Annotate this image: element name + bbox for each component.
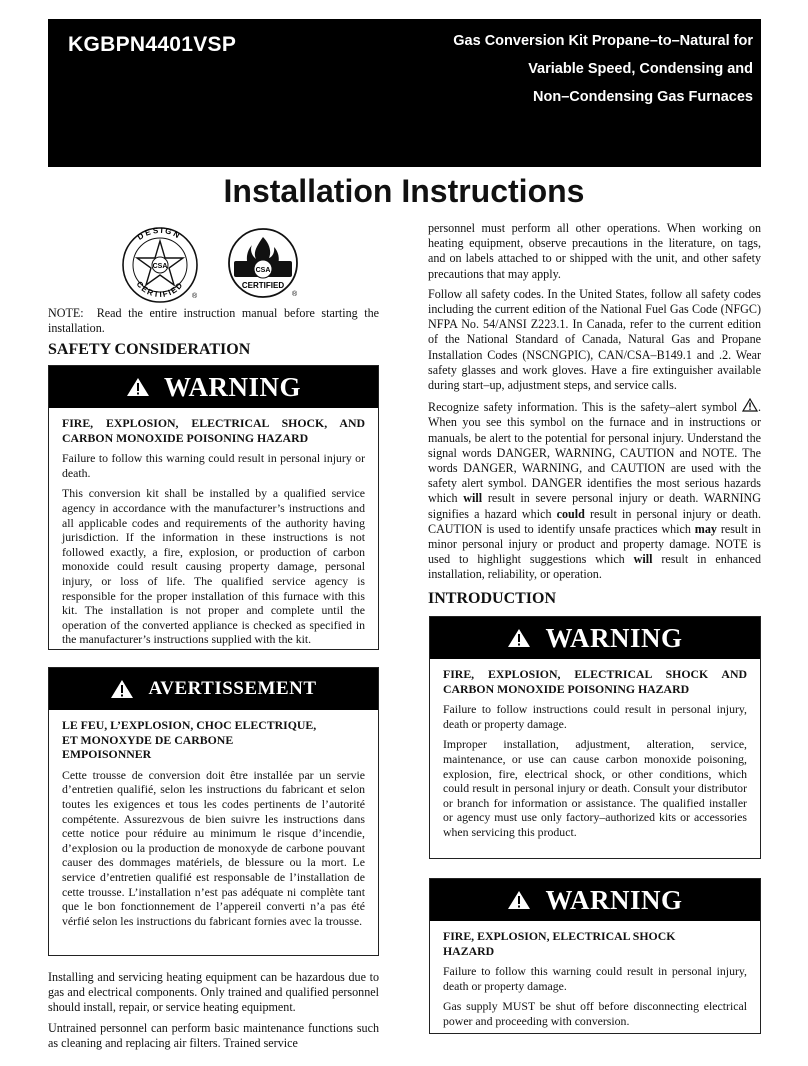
text-run: result in personal injury or death. CAUTION is used to identify unsafe practices which — [428, 506, 761, 536]
bold-word: could — [556, 506, 585, 521]
svg-text:DESIGN — [136, 226, 183, 242]
hazard-line: LE FEU, L’EXPLOSION, CHOC ELECTRIQUE, — [62, 718, 317, 732]
avertissement-text: Cette trousse de conversion doit être installée par un servie d’entretien qualifié, selon les instructions du fabricant et selon toutes les exigences et tous les codes pertinents de l’autorité compétente. Assurezvous de bien suivre les instructions dans cette notice pour réduire au minimum le risque d’incendie, d’explosion ou la production de monoxyde de carbone pouvant causer des dommages matériels, de blessure ou la mort. Le service d’entretien qualifié est responsable de l’installation de cette trousse. L’installation n’est pas adéquate ni complète tant que le bon fonctionnement de l’appereil converti n’a pas été vérfié selon les instructions du fabricant fornies avec la trousse. — [62, 767, 365, 928]
warning-banner — [430, 879, 760, 921]
text-run: Recognize safety information. This is the safety–alert symbol — [428, 400, 738, 415]
avertissement-banner — [49, 668, 378, 710]
csa-mark-2: CSA — [255, 267, 271, 274]
safety-alert-icon — [742, 398, 758, 412]
warning-text: Gas supply MUST be shut off before disconnecting electrical power and proceeding with conversion. — [443, 999, 747, 1028]
paragraph — [428, 398, 761, 582]
hazard-title — [443, 929, 747, 958]
alert-triangle-icon — [126, 377, 150, 397]
certified-arc-text: CERTIFIED — [134, 279, 186, 300]
warning-label: WARNING — [163, 371, 301, 402]
warning-text: Failure to follow instructions could result in personal injury, death or property damage. — [443, 702, 747, 731]
warning-banner — [49, 366, 378, 408]
warning-text: Improper installation, adjustment, alteration, service, maintenance, or use can cause carbon monoxide poisoning, explosion, fire, electrical shock, or other conditions, which could result in personal injury or death. Consult your distributor or branch for information or assistance. The qualified installer or agency must use only factory–authorized kits or accessories when servicing this product. — [443, 737, 747, 839]
warning-text: Failure to follow this warning could result in personal injury or death. — [62, 451, 365, 480]
alert-triangle-icon — [110, 679, 134, 699]
intro-heading-wrap — [428, 591, 761, 611]
note-block — [48, 306, 379, 341]
text-run: result in enhanced installation, reliability, or operation. — [428, 552, 761, 582]
warning-label: WARNING — [545, 622, 683, 653]
right-text — [428, 221, 761, 588]
note-text: Read the entire instruction manual before starting the installation. — [48, 306, 380, 336]
model-number: KGBPN4401VSP — [68, 33, 237, 56]
hazard-line: EMPOISONNER — [62, 747, 152, 762]
bold-word: may — [694, 521, 717, 536]
paragraph: Follow all safety codes. In the United States, follow all safety codes including the current edition of the National Fuel Gas Code (NFGC) NFPA No. 54/ANSI Z223.1. In Canada, refer to the current edition of the National Standard of Canada, Natural Gas and Propane Installation Codes (NSCNGPIC), CAN/CSA–B149.1 and .2. Wear safety glasses and work gloves. Have a fire extinguisher available during start–up, adjustment steps, and service calls. — [428, 286, 761, 393]
warning-box-gas — [429, 878, 761, 1034]
design-certified-logo — [122, 225, 307, 305]
left-bottom-text — [48, 970, 379, 1056]
hazard-line: HAZARD — [443, 943, 495, 958]
warning-text: This conversion kit shall be installed by a qualified service agency in accordance with the manufacturer’s instructions and all applicable codes and requirements of the authority having jurisdiction. If the information in these instructions is not followed exactly, a fire, explosion, or production of carbon monoxide could result causing property damage, personal injury, or loss of life. The qualified service agency is responsible for the proper installation of this furnace with this kit. The installation is not proper and complete until the operation of the converted appliance is checked as specified in the manufacturer’s instructions supplied with the kit. — [62, 486, 365, 647]
warning-box-intro — [429, 616, 761, 859]
svg-text:CERTIFIED — [135, 280, 185, 300]
bold-word: will — [633, 552, 653, 567]
warning-banner — [430, 617, 760, 659]
certification-logos — [122, 225, 307, 305]
avertissement-box — [48, 667, 379, 956]
avertissement-label: AVERTISSEMENT — [148, 678, 317, 699]
intro-heading: INTRODUCTION — [428, 590, 557, 607]
page-title: Installation Instructions — [223, 173, 585, 209]
certified-label: CERTIFIED — [241, 281, 285, 290]
warning-label: WARNING — [545, 884, 683, 915]
hazard-title-fr — [62, 718, 365, 762]
hazard-line: FIRE, EXPLOSION, ELECTRICAL SHOCK — [443, 929, 676, 943]
note-label: NOTE: — [48, 306, 84, 320]
text-run: result in minor personal injury or product and property damage. NOTE is used to highlight suggestions which — [428, 521, 761, 567]
text-run: . When you see this symbol on the furnace and in instructions or manuals, be alert to the potential for personal injury. Understand the signal words DANGER, WARNING, CAUTION and NOTE. The words DANGER, WARNING, and CAUTION are used with the safety alert symbol. DANGER identifies the most serious hazards which — [428, 400, 762, 506]
paragraph: Untrained personnel can perform basic maintenance functions such as cleaning and replacing air filters. Trained service — [48, 1020, 379, 1050]
alert-triangle-icon — [507, 890, 531, 910]
warning-box-safety — [48, 365, 379, 650]
hazard-line: ET MONOXYDE DE CARBONE — [62, 732, 234, 747]
hazard-title: FIRE, EXPLOSION, ELECTRICAL SHOCK AND CARBON MONOXIDE POISONING HAZARD — [443, 667, 747, 696]
safety-heading-wrap — [48, 342, 379, 362]
subtitle-line: Gas Conversion Kit Propane–to–Natural for — [453, 33, 753, 49]
alert-triangle-icon — [507, 628, 531, 648]
header-subtitle — [453, 27, 753, 111]
text-run: result in severe personal injury or death. WARNING signifies a hazard which — [428, 491, 761, 521]
csa-mark-1: CSA — [152, 263, 168, 270]
header-band — [48, 19, 761, 167]
bold-word: will — [463, 491, 483, 506]
hazard-title: FIRE, EXPLOSION, ELECTRICAL SHOCK, AND CARBON MONOXIDE POISONING HAZARD — [62, 416, 365, 445]
warning-text: Failure to follow this warning could result in personal injury, death or property damage. — [443, 964, 747, 993]
svg-text:®: ® — [192, 293, 198, 300]
paragraph: Installing and servicing heating equipment can be hazardous due to gas and electrical components. Only trained and qualified personnel should install, repair, or service heating equipment. — [48, 970, 379, 1015]
design-text: DESIGN — [135, 225, 183, 242]
subtitle-line: Non–Condensing Gas Furnaces — [533, 89, 753, 105]
svg-text:®: ® — [292, 291, 298, 298]
safety-heading: SAFETY CONSIDERATION — [48, 341, 251, 358]
paragraph: personnel must perform all other operations. When working on heating equipment, observe precautions in the literature, on tags, and on labels attached to or shipped with the unit, and other safety precautions that may apply. — [428, 221, 761, 281]
subtitle-line: Variable Speed, Condensing and — [528, 61, 753, 77]
